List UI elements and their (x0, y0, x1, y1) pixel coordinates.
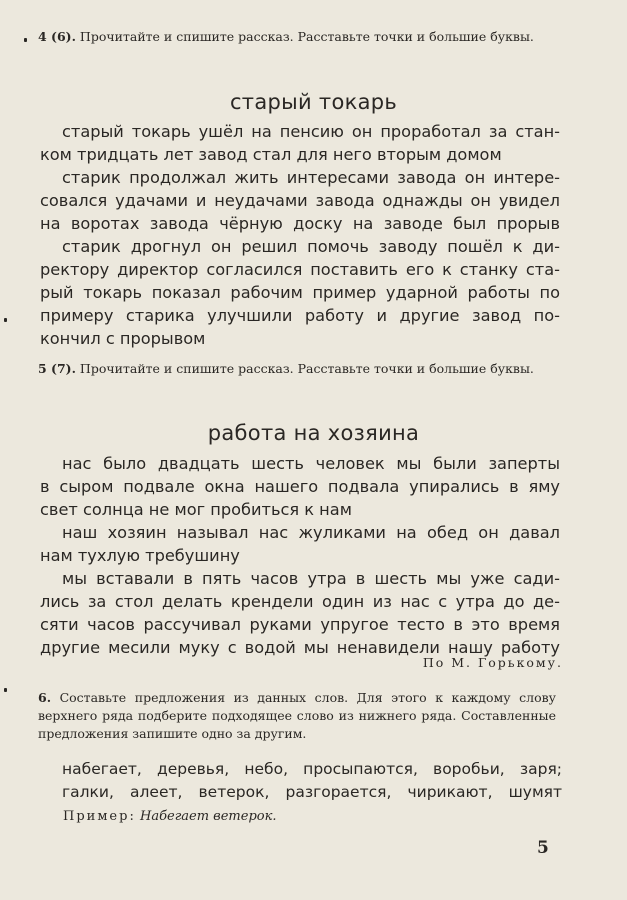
exercise-5-text (40, 452, 560, 659)
exercise-4-title: старый токарь (229, 90, 398, 114)
exercise-6-instruction-text: Составьте предложения из данных слов. Для этого к каждому слову верхнего ряда подберите подходящее слово из нижнего ряда. Составленные предложения запишите одно за другим. (38, 690, 556, 741)
exercise-4-instruction-text: Прочитайте и спишите рассказ. Расставьте точки и большие буквы. (79, 29, 534, 44)
print-speck (24, 38, 27, 42)
exercise-5-instruction (38, 360, 556, 378)
text-line: сяти часов рассучивал руками упругое тесто в это время (40, 615, 560, 634)
example (63, 809, 277, 824)
text-line: совался удачами и неудачами завода однажды он увидел (40, 191, 560, 210)
exercise-5-number: 5 (7). (38, 361, 76, 376)
example-label: Пример: (63, 809, 136, 824)
text-line: свет солнца не мог пробиться к нам (40, 500, 352, 519)
text-line: ком тридцать лет завод стал для него вторым домом (40, 145, 502, 164)
text-line: рый токарь показал рабочим пример ударной работы по (40, 283, 560, 302)
exercise-4-number: 4 (6). (38, 29, 76, 44)
text-line: ректору директор согласился поставить его к станку ста- (40, 260, 560, 279)
text-line: нас было двадцать шесть человек мы были заперты (62, 454, 560, 473)
text-line: другие месили муку с водой мы ненавидели нашу работу (40, 638, 560, 657)
text-line: примеру старика улучшили работу и другие завод по- (40, 306, 560, 325)
exercise-5-instruction-text: Прочитайте и спишите рассказ. Расставьте точки и большие буквы. (79, 361, 534, 376)
word-row-bottom: галки, алеет, ветерок, разгорается, чирикают, шумят (62, 783, 562, 801)
exercise-4-text (40, 120, 560, 350)
exercise-4-instruction (38, 28, 556, 46)
page-number: 5 (537, 838, 549, 858)
word-rows (62, 758, 562, 804)
text-line: старик продолжал жить интересами завода он интере- (62, 168, 560, 187)
text-line: кончил с прорывом (40, 329, 206, 348)
text-line: мы вставали в пять часов утра в шесть мы уже сади- (62, 569, 560, 588)
text-line: лись за стол делать крендели один из нас с утра до де- (40, 592, 560, 611)
print-speck (4, 318, 7, 322)
text-line: в сыром подвале окна нашего подвала упирались в яму (40, 477, 560, 496)
word-row-top: набегает, деревья, небо, просыпаются, воробьи, заря; (62, 760, 562, 778)
print-speck (4, 688, 7, 692)
author-attribution: По М. Горькому. (422, 655, 563, 670)
exercise-5-title: работа на хозяина (207, 421, 420, 445)
text-line: нам тухлую требушину (40, 546, 240, 565)
text-line: наш хозяин называл нас жуликами на обед он давал (62, 523, 560, 542)
exercise-6-number: 6. (38, 690, 52, 705)
text-line: старый токарь ушёл на пенсию он проработал за стан- (62, 122, 560, 141)
exercise-6-instruction (38, 689, 556, 743)
text-line: старик дрогнул он решил помочь заводу пошёл к ди- (62, 237, 560, 256)
example-value: Набегает ветерок. (139, 809, 277, 824)
text-line: на воротах завода чёрную доску на заводе был прорыв (40, 214, 560, 233)
